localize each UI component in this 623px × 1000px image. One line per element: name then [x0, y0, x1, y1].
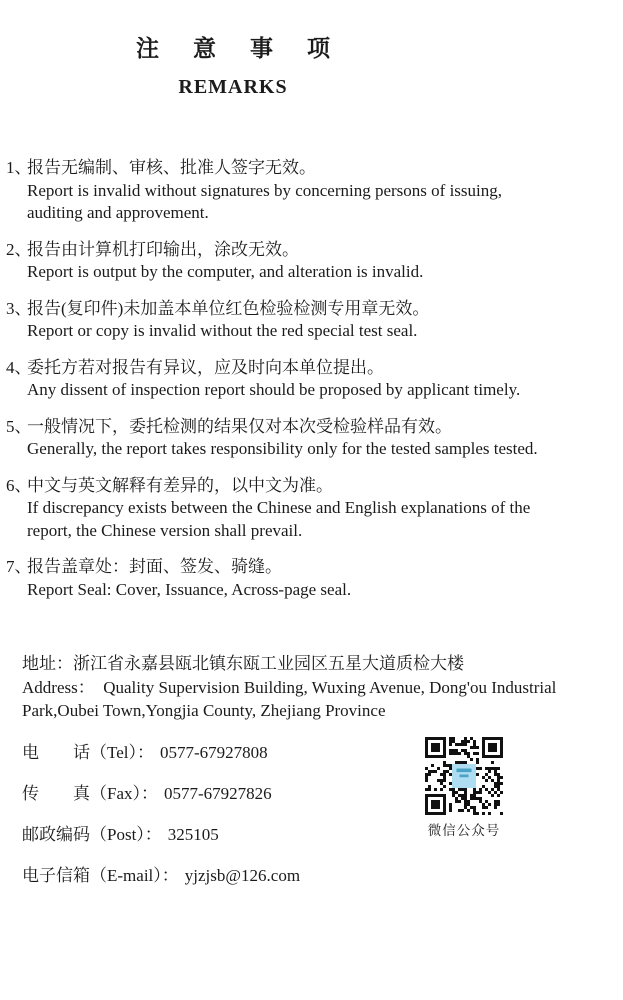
remark-en-line: auditing and approvement. — [27, 203, 209, 222]
remark-list — [6, 157, 616, 615]
remark-zh: 报告(复印件)未加盖本单位红色检验检测专用章无效。 — [27, 298, 430, 318]
remark-item-5 — [6, 416, 616, 461]
remark-en-line: Report Seal: Cover, Issuance, Across-page seal. — [27, 579, 352, 599]
remark-number: 3、 — [6, 298, 32, 318]
remark-en-line: If discrepancy exists between the Chinese and English explanations of the — [27, 498, 531, 517]
remark-item-7 — [6, 556, 616, 601]
address-en-line: Park,Oubei Town,Yongjia County, Zhejiang Province — [22, 701, 386, 720]
contact-email-value: yjzjsb@126.com — [184, 866, 301, 885]
contact-email-label: 电子信箱（E-mail）： — [22, 866, 179, 885]
contact-email-row — [22, 861, 301, 885]
remark-number: 1、 — [6, 158, 32, 177]
contact-tel-label: 电 话（Tel）： — [22, 743, 154, 762]
remark-number: 4、 — [6, 357, 32, 377]
remark-en-line: Any dissent of inspection report should be proposed by applicant timely. — [27, 380, 521, 399]
address-block — [22, 652, 602, 723]
remark-en-line: Report is invalid without signatures by concerning persons of issuing, — [27, 180, 502, 200]
wechat-qr-block — [424, 737, 504, 839]
remark-number: 6、 — [6, 475, 32, 495]
contact-post-row — [22, 820, 300, 844]
remark-item-1 — [6, 157, 616, 225]
contact-fax-label: 传 真（Fax）： — [22, 784, 158, 803]
page-title-en: REMARKS — [178, 76, 288, 98]
remark-number: 2、 — [6, 239, 32, 259]
contact-post-label: 邮政编码（Post）： — [22, 825, 162, 844]
remark-item-6 — [6, 475, 616, 543]
remark-zh: 报告由计算机打印输出，涂改无效。 — [27, 239, 299, 259]
remark-zh: 报告盖章处：封面、签发、骑缝。 — [27, 557, 282, 576]
remark-en-line: Report is output by the computer, and alteration is invalid. — [27, 262, 424, 281]
contact-tel-row — [22, 738, 300, 762]
remark-number: 7、 — [6, 557, 32, 576]
remark-number: 5、 — [6, 416, 32, 436]
contact-block — [22, 738, 300, 902]
wechat-qr-code — [425, 737, 503, 815]
remark-en-line: Report or copy is invalid without the red special test seal. — [27, 321, 418, 340]
remark-item-2 — [6, 239, 616, 284]
remark-zh: 报告无编制、审核、批准人签字无效。 — [27, 158, 316, 177]
remark-item-3 — [6, 298, 616, 343]
remark-en-line: report, the Chinese version shall prevail. — [27, 520, 303, 540]
qr-caption: 微信公众号 — [427, 823, 501, 838]
remark-zh: 一般情况下，委托检测的结果仅对本次受检验样品有效。 — [27, 416, 452, 436]
contact-post-value: 325105 — [167, 825, 219, 844]
page-title-zh: 注意事项 — [136, 36, 364, 61]
contact-fax-value: 0577-67927826 — [164, 784, 272, 803]
address-en-line: Address： Quality Supervision Building, Wuxing Avenue, Dong'ou Industrial — [22, 677, 557, 697]
remark-zh: 中文与英文解释有差异的，以中文为准。 — [27, 475, 333, 495]
contact-tel-value: 0577-67927808 — [159, 743, 268, 762]
contact-fax-row — [22, 779, 300, 803]
address-zh: 地址：浙江省永嘉县瓯北镇东瓯工业园区五星大道质检大楼 — [22, 654, 464, 673]
remark-item-4 — [6, 357, 616, 402]
remark-en-line: Generally, the report takes responsibility only for the tested samples tested. — [27, 439, 538, 458]
remark-zh: 委托方若对报告有异议，应及时向本单位提出。 — [27, 357, 384, 377]
